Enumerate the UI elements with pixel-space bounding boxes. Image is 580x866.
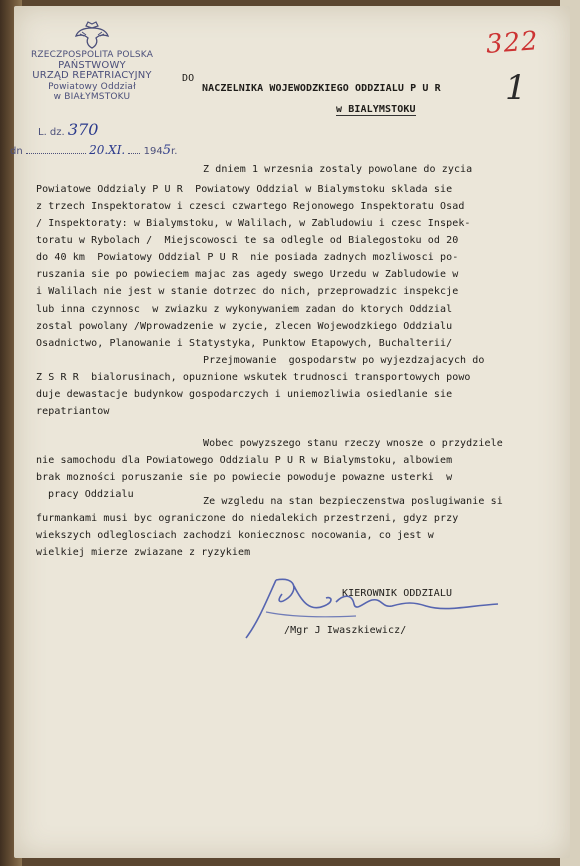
body-line: Z dniem 1 wrzesnia zostaly powolane do zycia bbox=[203, 164, 473, 175]
body-line: duje dewastacje budynkow gospodarczych i uniemozliwia osiedlanie sie bbox=[36, 389, 453, 400]
body-line: wiekszych odleglosciach zachodzi koniecznosc nocowania, co jest w bbox=[36, 530, 434, 541]
body-line: lub inna czynnosc w zwiazku z wykonywaniem zadan do ktorych Oddzial bbox=[36, 304, 453, 315]
body-line: nie samochodu dla Powiatowego Oddzialu P U R w Bialymstoku, albowiem bbox=[36, 455, 453, 466]
body-line: Z S R R bialorusinach, opuznione wskutek trudnosci transportowych powo bbox=[36, 372, 471, 383]
stamp-line: Powiatowy Oddział bbox=[48, 81, 136, 92]
body-line: Powiatowe Oddzialy P U R Powiatowy Oddzial w Bialymstoku sklada sie bbox=[36, 184, 453, 195]
year-prefix: 194 bbox=[143, 146, 163, 157]
stamp-line: URZĄD REPATRIACYJNY bbox=[32, 70, 152, 81]
address-do: DO bbox=[182, 73, 195, 84]
ref-value: 370 bbox=[67, 120, 99, 139]
office-stamp bbox=[22, 20, 162, 103]
stamp-line: RZECZPOSPOLITA POLSKA bbox=[30, 50, 154, 60]
body-line: Ze wzgledu na stan bezpieczenstwa poslugiwanie si bbox=[203, 496, 503, 507]
archive-number: 322 bbox=[485, 26, 540, 60]
signatory-name: /Mgr J Iwaszkiewicz/ bbox=[284, 625, 407, 636]
body-line: repatriantow bbox=[36, 406, 110, 417]
body-line: brak mozności poruszanie sie po powiecie powoduje powazne usterki w bbox=[36, 472, 453, 483]
body-line: toratu w Rybolach / Miejscowosci te sa odlegle od Bialegostoku od 20 bbox=[36, 235, 459, 246]
body-line: ruszania sie po powieciem majac zas agedy swego Urzedu w Zabludowie w bbox=[36, 269, 459, 280]
signature-title: KIEROWNIK ODDZIALU bbox=[342, 588, 453, 599]
ref-label: L. dz. bbox=[38, 127, 65, 138]
date-value: 20.XI. bbox=[89, 143, 126, 157]
address-line-2: w BIALYMSTOKU bbox=[336, 104, 416, 115]
body-line: do 40 km Powiatowy Oddzial P U R nie posiada zadnych mozliwosci po- bbox=[36, 252, 459, 263]
body-line: Przejmowanie gospodarstw po wyjezdzajacych do bbox=[203, 355, 485, 366]
body-line: i Walilach nie jest w stanie dotrzec do nich, przeprowadzic inspekcje bbox=[36, 286, 459, 297]
dn-label: dn bbox=[10, 146, 23, 157]
body-line: zostal powolany /Wprowadzenie w zycie, zlecen Wojewodzkiego Oddzialu bbox=[36, 321, 453, 332]
date-line: dn 20.XI. 1945r. bbox=[10, 143, 178, 158]
body-line: / Inspektoraty: w Bialymstoku, w Walilach, w Zabludowiu i czesc Inspek- bbox=[36, 218, 471, 229]
body-line: furmankami musi byc ograniczone do niedalekich przestrzeni, gdyz przy bbox=[36, 513, 459, 524]
year-suffix: r. bbox=[171, 146, 178, 157]
body-line: Osadnictwo, Planowanie i Statystyka, Punktow Etapowych, Buchalterii/ bbox=[36, 338, 453, 349]
sequence-number: 1 bbox=[505, 68, 527, 108]
body-line: Wobec powyzszego stanu rzeczy wnosze o przydziele bbox=[203, 438, 503, 449]
body-line: z trzech Inspektoratow i czesci czwartego Rejonowego Inspektoratu Osad bbox=[36, 201, 465, 212]
address-line-1: NACZELNIKA WOJEWODZKIEGO ODDZIALU P U R bbox=[202, 83, 441, 94]
body-line: wielkiej mierze zwiazane z ryzykiem bbox=[36, 547, 251, 558]
reference-number-line bbox=[38, 120, 98, 139]
eagle-emblem-icon bbox=[74, 20, 110, 50]
body-line: pracy Oddzialu bbox=[48, 489, 134, 500]
stamp-line: w BIAŁYMSTOKU bbox=[53, 92, 131, 102]
stamp-line: PAŃSTWOWY bbox=[58, 59, 126, 71]
